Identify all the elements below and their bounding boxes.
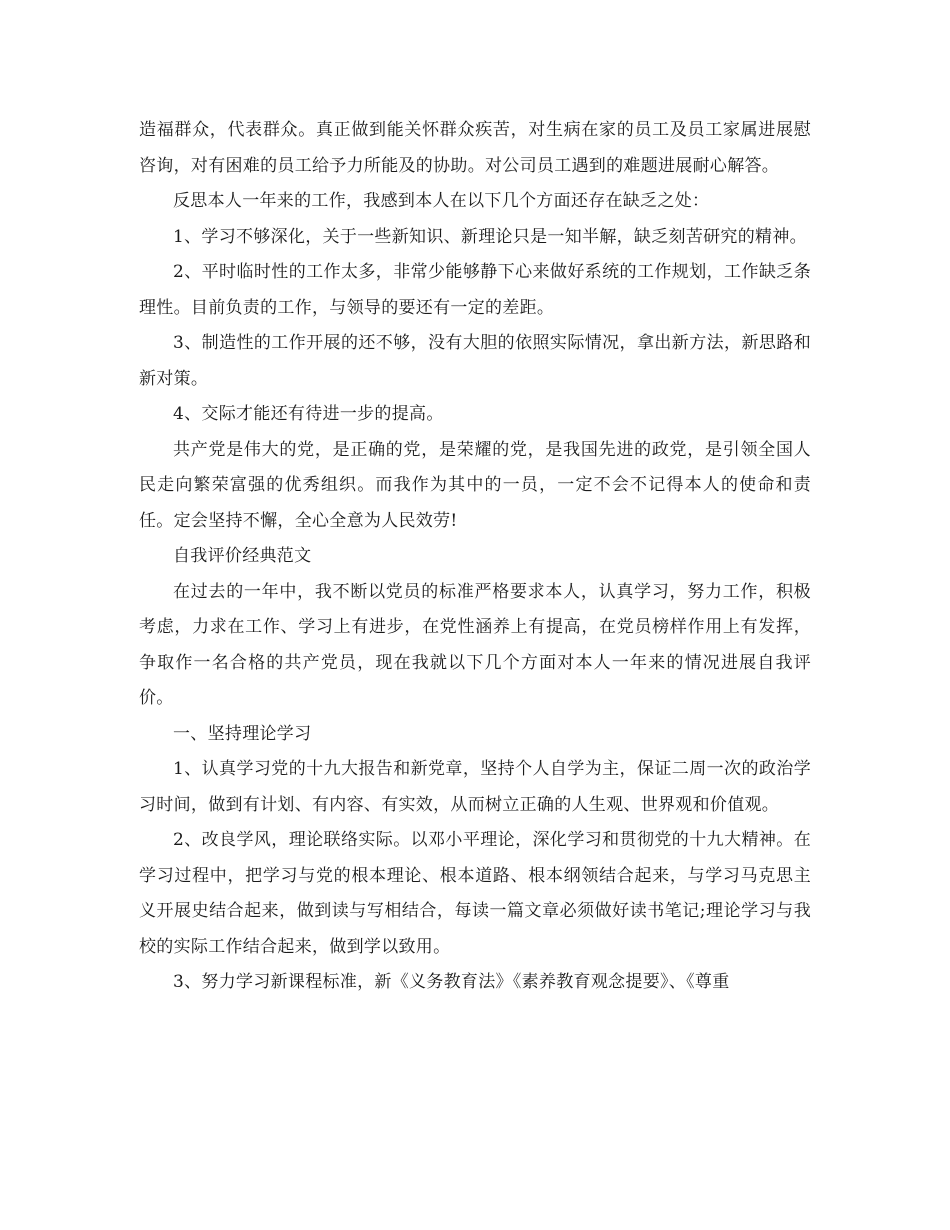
paragraph-study-2: 2、改良学风，理论联络实际。以邓小平理论，深化学习和贯彻党的十九大精神。在学习过程中，把学习与党的根本理论、根本道路、根本纲领结合起来，与学习马克思主义开展史结合起来，做到读与写相结合，每读一篇文章必须做好读书笔记;理论学习与我校的实际工作结合起来，做到学以致用。 [139, 830, 811, 957]
paragraph-self-evaluation-intro: 在过去的一年中，我不断以党员的标准严格要求本人，认真学习，努力工作，积极考虑，力求在工作、学习上有进步，在党性涵养上有提高，在党员榜样作用上有发挥，争取作一名合格的共产党员，现在我就以下几个方面对本人一年来的情况进展自我评价。 [139, 581, 811, 708]
paragraph-reflection-intro: 反思本人一年来的工作，我感到本人在以下几个方面还存在缺乏之处： [173, 191, 710, 211]
paragraph-shortcoming-3: 3、制造性的工作开展的还不够，没有大胆的依照实际情况，拿出新方法，新思路和新对策。 [139, 333, 811, 389]
paragraph-shortcoming-1: 1、学习不够深化，关于一些新知识、新理论只是一知半解，缺乏刻苦研究的精神。 [173, 226, 807, 247]
paragraph-study-3: 3、努力学习新课程标准，新《义务教育法》《素养教育观念提要》、《尊重 [173, 972, 730, 992]
section-heading-theory-study: 一、坚持理论学习 [173, 723, 312, 744]
paragraph-party-statement: 共产党是伟大的党，是正确的党，是荣耀的党，是我国先进的政党，是引领全国人民走向繁荣富强的优秀组织。而我作为其中的一员，一定不会不记得本人的使命和责任。定会坚持不懈，全心全意为人民效劳! [139, 439, 811, 531]
document-body [139, 113, 811, 1001]
paragraph-shortcoming-2: 2、平时临时性的工作太多，非常少能够静下心来做好系统的工作规划，工作缺乏条理性。目前负责的工作，与领导的要还有一定的差距。 [139, 262, 811, 318]
paragraph-continuation: 造福群众，代表群众。真正做到能关怀群众疾苦，对生病在家的员工及员工家属进展慰咨询，对有困难的员工给予力所能及的协助。对公司员工遇到的难题进展耐心解答。 [139, 120, 811, 176]
paragraph-shortcoming-4: 4、交际才能还有待进一步的提高。 [173, 404, 444, 424]
section-heading-sample: 自我评价经典范文 [173, 546, 312, 566]
paragraph-study-1: 1、认真学习党的十九大报告和新党章，坚持个人自学为主，保证二周一次的政治学习时间，做到有计划、有内容、有实效，从而树立正确的人生观、世界观和价值观。 [139, 759, 811, 815]
